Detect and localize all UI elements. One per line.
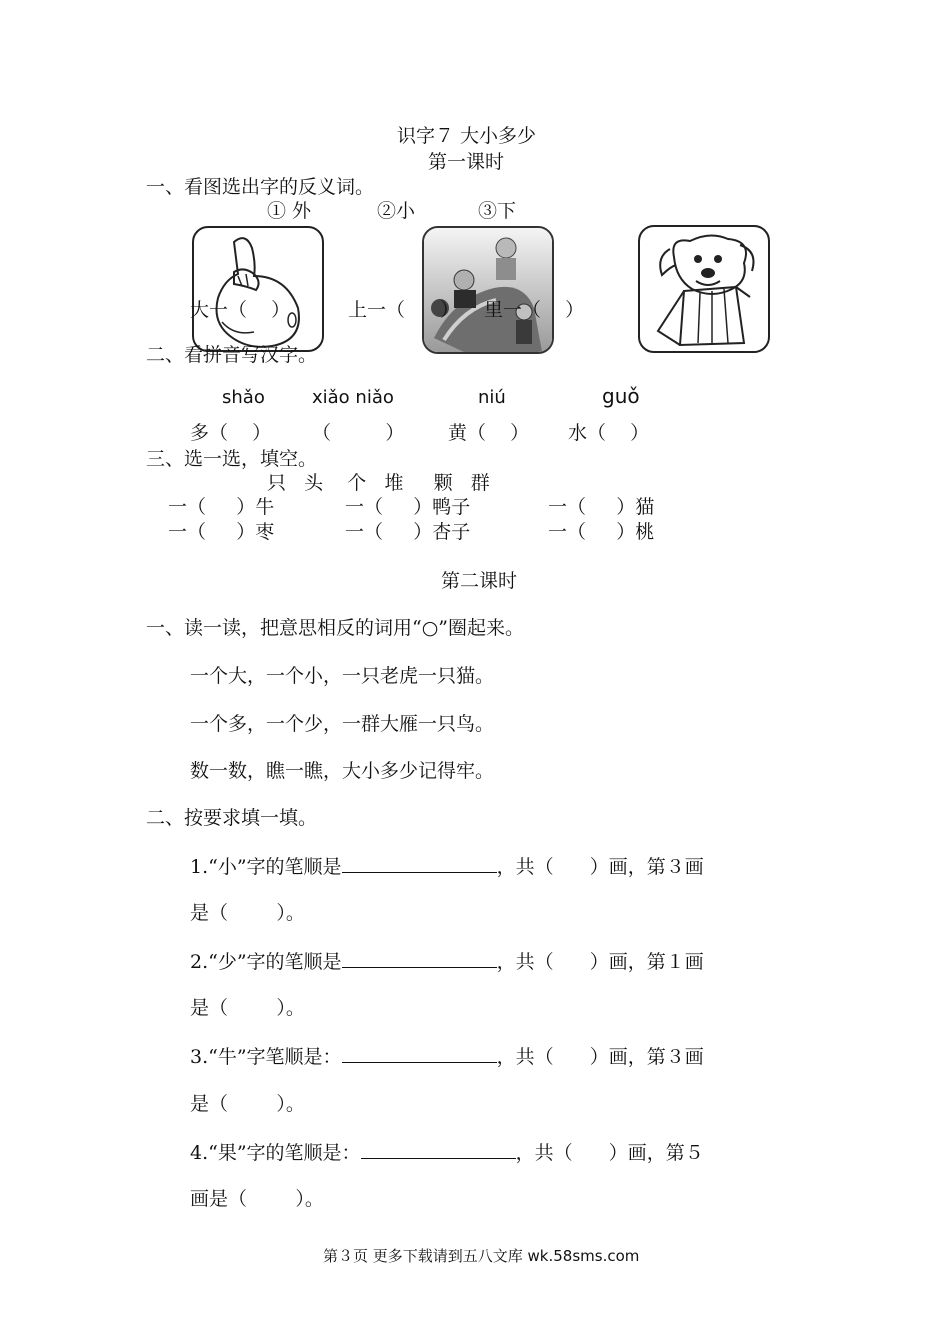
- reading-line-3: 数一数，瞧一瞧，大小多少记得牢。: [190, 760, 495, 782]
- stroke-item-4: 4.“果”字的笔顺是： ，共（ ）画，第５: [190, 1142, 704, 1164]
- option-1: ① 外: [267, 200, 312, 222]
- fill-zao: 一（ ）枣: [168, 521, 275, 543]
- pair-big: 大一（ ）: [190, 299, 291, 321]
- option-2: ②小: [377, 200, 416, 222]
- dog-in-box-icon: [640, 227, 768, 351]
- stroke-item-2: 2.“少”字的笔顺是 ，共（ ）画，第１画: [190, 951, 704, 973]
- fill-niu: 一（ ）牛: [168, 496, 275, 518]
- stroke-item-4-cont: 画是（ ）。: [190, 1188, 324, 1210]
- stroke-item-2-cont: 是（ ）。: [190, 997, 305, 1019]
- slide-picture: [422, 226, 554, 354]
- fill-tao: 一（ ）桃: [548, 521, 655, 543]
- dog-picture: [638, 225, 770, 353]
- stroke-item-3: 3.“牛”字笔顺是： ，共（ ）画，第３画: [190, 1046, 704, 1068]
- l2-q1-prompt: 一、读一读，把意思相反的词用“○”圈起来。: [146, 617, 525, 639]
- stroke-item-1: 1.“小”字的笔顺是 ，共（ ）画，第３画: [190, 856, 704, 878]
- pair-up-close: ）: [440, 299, 460, 321]
- pinyin-shao: shǎo: [222, 387, 265, 408]
- answer-blank[interactable]: [361, 1140, 516, 1159]
- answer-blank[interactable]: [342, 949, 497, 968]
- pair-inside: 里一（ ）: [484, 299, 585, 321]
- eggplant-icon: [194, 228, 322, 350]
- q3-prompt: 三、选一选，填空。: [146, 448, 318, 470]
- eggplant-picture: [192, 226, 324, 352]
- stroke-item-1-cont: 是（ ）。: [190, 902, 305, 924]
- write-duo: 多（ ）: [190, 422, 272, 444]
- fill-yazi: 一（ ）鸭子: [345, 496, 471, 518]
- answer-blank[interactable]: [342, 854, 497, 873]
- slide-kids-icon: [424, 228, 552, 352]
- page-title: 识字７ 大小多少: [397, 125, 537, 147]
- measure-words: 只 头 个 堆 颗 群: [267, 472, 490, 494]
- pinyin-guo: guǒ: [602, 384, 640, 408]
- l2-q2-prompt: 二、按要求填一填。: [146, 807, 318, 829]
- lesson2-heading: 第二课时: [441, 570, 518, 592]
- reading-line-1: 一个大，一个小，一只老虎一只猫。: [190, 665, 495, 687]
- write-xiaoniao: （ ）: [312, 422, 405, 444]
- stroke-item-3-cont: 是（ ）。: [190, 1093, 305, 1115]
- answer-blank[interactable]: [342, 1044, 497, 1063]
- reading-line-2: 一个多，一个少，一群大雁一只鸟。: [190, 713, 495, 735]
- page-footer: 第３页 更多下载请到五八文库 wk.58sms.com: [323, 1247, 640, 1265]
- pair-up: 上一（: [348, 299, 406, 321]
- pinyin-xiaoniao: xiǎo niǎo: [312, 387, 394, 408]
- pinyin-niu: niú: [478, 387, 506, 408]
- fill-mao: 一（ ）猫: [548, 496, 655, 518]
- q2-prompt: 二、看拼音写汉字。: [146, 344, 318, 366]
- write-shui: 水（ ）: [568, 422, 650, 444]
- q1-prompt: 一、看图选出字的反义词。: [146, 176, 375, 198]
- option-3: ③下: [478, 200, 517, 222]
- fill-xingzi: 一（ ）杏子: [345, 521, 471, 543]
- write-huang: 黄（ ）: [448, 422, 530, 444]
- lesson1-heading: 第一课时: [428, 151, 505, 173]
